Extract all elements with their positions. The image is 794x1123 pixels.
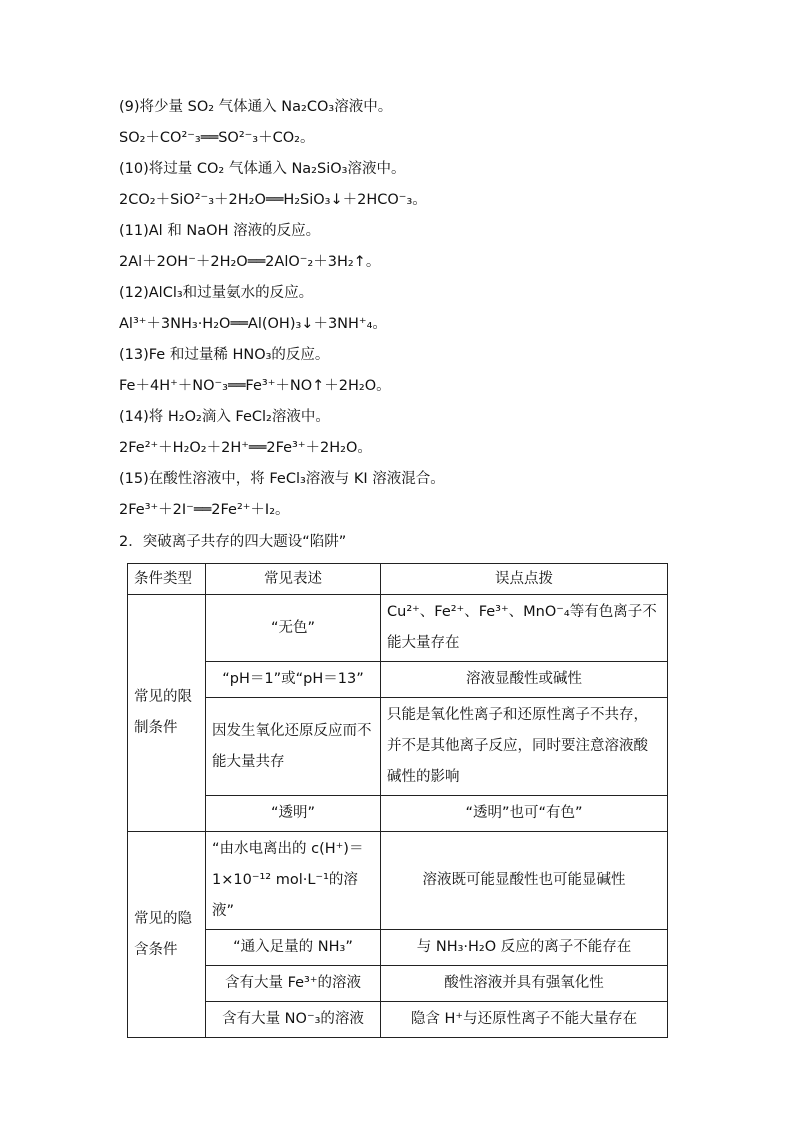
ion-coexistence-table (127, 563, 668, 1038)
row-tip: 酸性溶液并具有强氧化性 (381, 966, 668, 1002)
reaction-9-equation: SO₂＋CO²⁻₃══SO²⁻₃＋CO₂。 (119, 130, 315, 146)
row-tip: “透明”也可“有色” (381, 796, 668, 832)
row-tip: 与 NH₃·H₂O 反应的离子不能存在 (381, 930, 668, 966)
row-tip: 溶液显酸性或碱性 (381, 662, 668, 698)
reaction-15-question: (15)在酸性溶液中，将 FeCl₃溶液与 KI 溶液混合。 (119, 471, 445, 487)
table-row (128, 662, 668, 698)
row-tip: 隐含 H⁺与还原性离子不能大量存在 (381, 1002, 668, 1038)
row-expression: “无色” (206, 595, 381, 662)
table-row (128, 832, 668, 930)
table-row (128, 796, 668, 832)
reaction-10-equation: 2CO₂＋SiO²⁻₃＋2H₂O══H₂SiO₃↓＋2HCO⁻₃。 (119, 192, 427, 208)
row-expression: “通入足量的 NH₃” (206, 930, 381, 966)
table-header-row (128, 564, 668, 595)
reaction-9-question: (9)将少量 SO₂ 气体通入 Na₂CO₃溶液中。 (119, 99, 393, 115)
row-tip: 只能是氧化性离子和还原性离子不共存，并不是其他离子反应，同时要注意溶液酸碱性的影响 (381, 698, 668, 796)
table-row (128, 1002, 668, 1038)
reaction-13-question: (13)Fe 和过量稀 HNO₃的反应。 (119, 347, 330, 363)
header-error-tips: 误点点拨 (381, 564, 668, 595)
row-expression: 含有大量 NO⁻₃的溶液 (206, 1002, 381, 1038)
header-common-expression: 常见表述 (206, 564, 381, 595)
table-row (128, 930, 668, 966)
row-expression: “透明” (206, 796, 381, 832)
reaction-14-question: (14)将 H₂O₂滴入 FeCl₂溶液中。 (119, 409, 330, 425)
reaction-12-question: (12)AlCl₃和过量氨水的反应。 (119, 285, 314, 301)
row-expression: 因发生氧化还原反应而不能大量共存 (206, 698, 381, 796)
row-expression: “pH＝1”或“pH＝13” (206, 662, 381, 698)
section-title: 2．突破离子共存的四大题设“陷阱” (119, 534, 347, 550)
reaction-13-equation: Fe＋4H⁺＋NO⁻₃══Fe³⁺＋NO↑＋2H₂O。 (119, 378, 391, 394)
table-row (128, 966, 668, 1002)
row-expression: 含有大量 Fe³⁺的溶液 (206, 966, 381, 1002)
group-restrictive-conditions: 常见的限制条件 (128, 595, 206, 832)
row-tip: 溶液既可能显酸性也可能显碱性 (381, 832, 668, 930)
reaction-12-equation: Al³⁺＋3NH₃·H₂O══Al(OH)₃↓＋3NH⁺₄。 (119, 316, 387, 332)
table-row (128, 595, 668, 662)
header-condition-type: 条件类型 (128, 564, 206, 595)
reaction-11-question: (11)Al 和 NaOH 溶液的反应。 (119, 223, 321, 239)
row-expression: “由水电离出的 c(H⁺)＝1×10⁻¹² mol·L⁻¹的溶液” (206, 832, 381, 930)
group-implicit-conditions: 常见的隐含条件 (128, 832, 206, 1038)
reaction-10-question: (10)将过量 CO₂ 气体通入 Na₂SiO₃溶液中。 (119, 161, 406, 177)
reaction-15-equation: 2Fe³⁺＋2I⁻══2Fe²⁺＋I₂。 (119, 502, 290, 518)
row-tip: Cu²⁺、Fe²⁺、Fe³⁺、MnO⁻₄等有色离子不能大量存在 (381, 595, 668, 662)
table-row (128, 698, 668, 796)
reaction-11-equation: 2Al＋2OH⁻＋2H₂O══2AlO⁻₂＋3H₂↑。 (119, 254, 381, 270)
reaction-14-equation: 2Fe²⁺＋H₂O₂＋2H⁺══2Fe³⁺＋2H₂O。 (119, 440, 372, 456)
